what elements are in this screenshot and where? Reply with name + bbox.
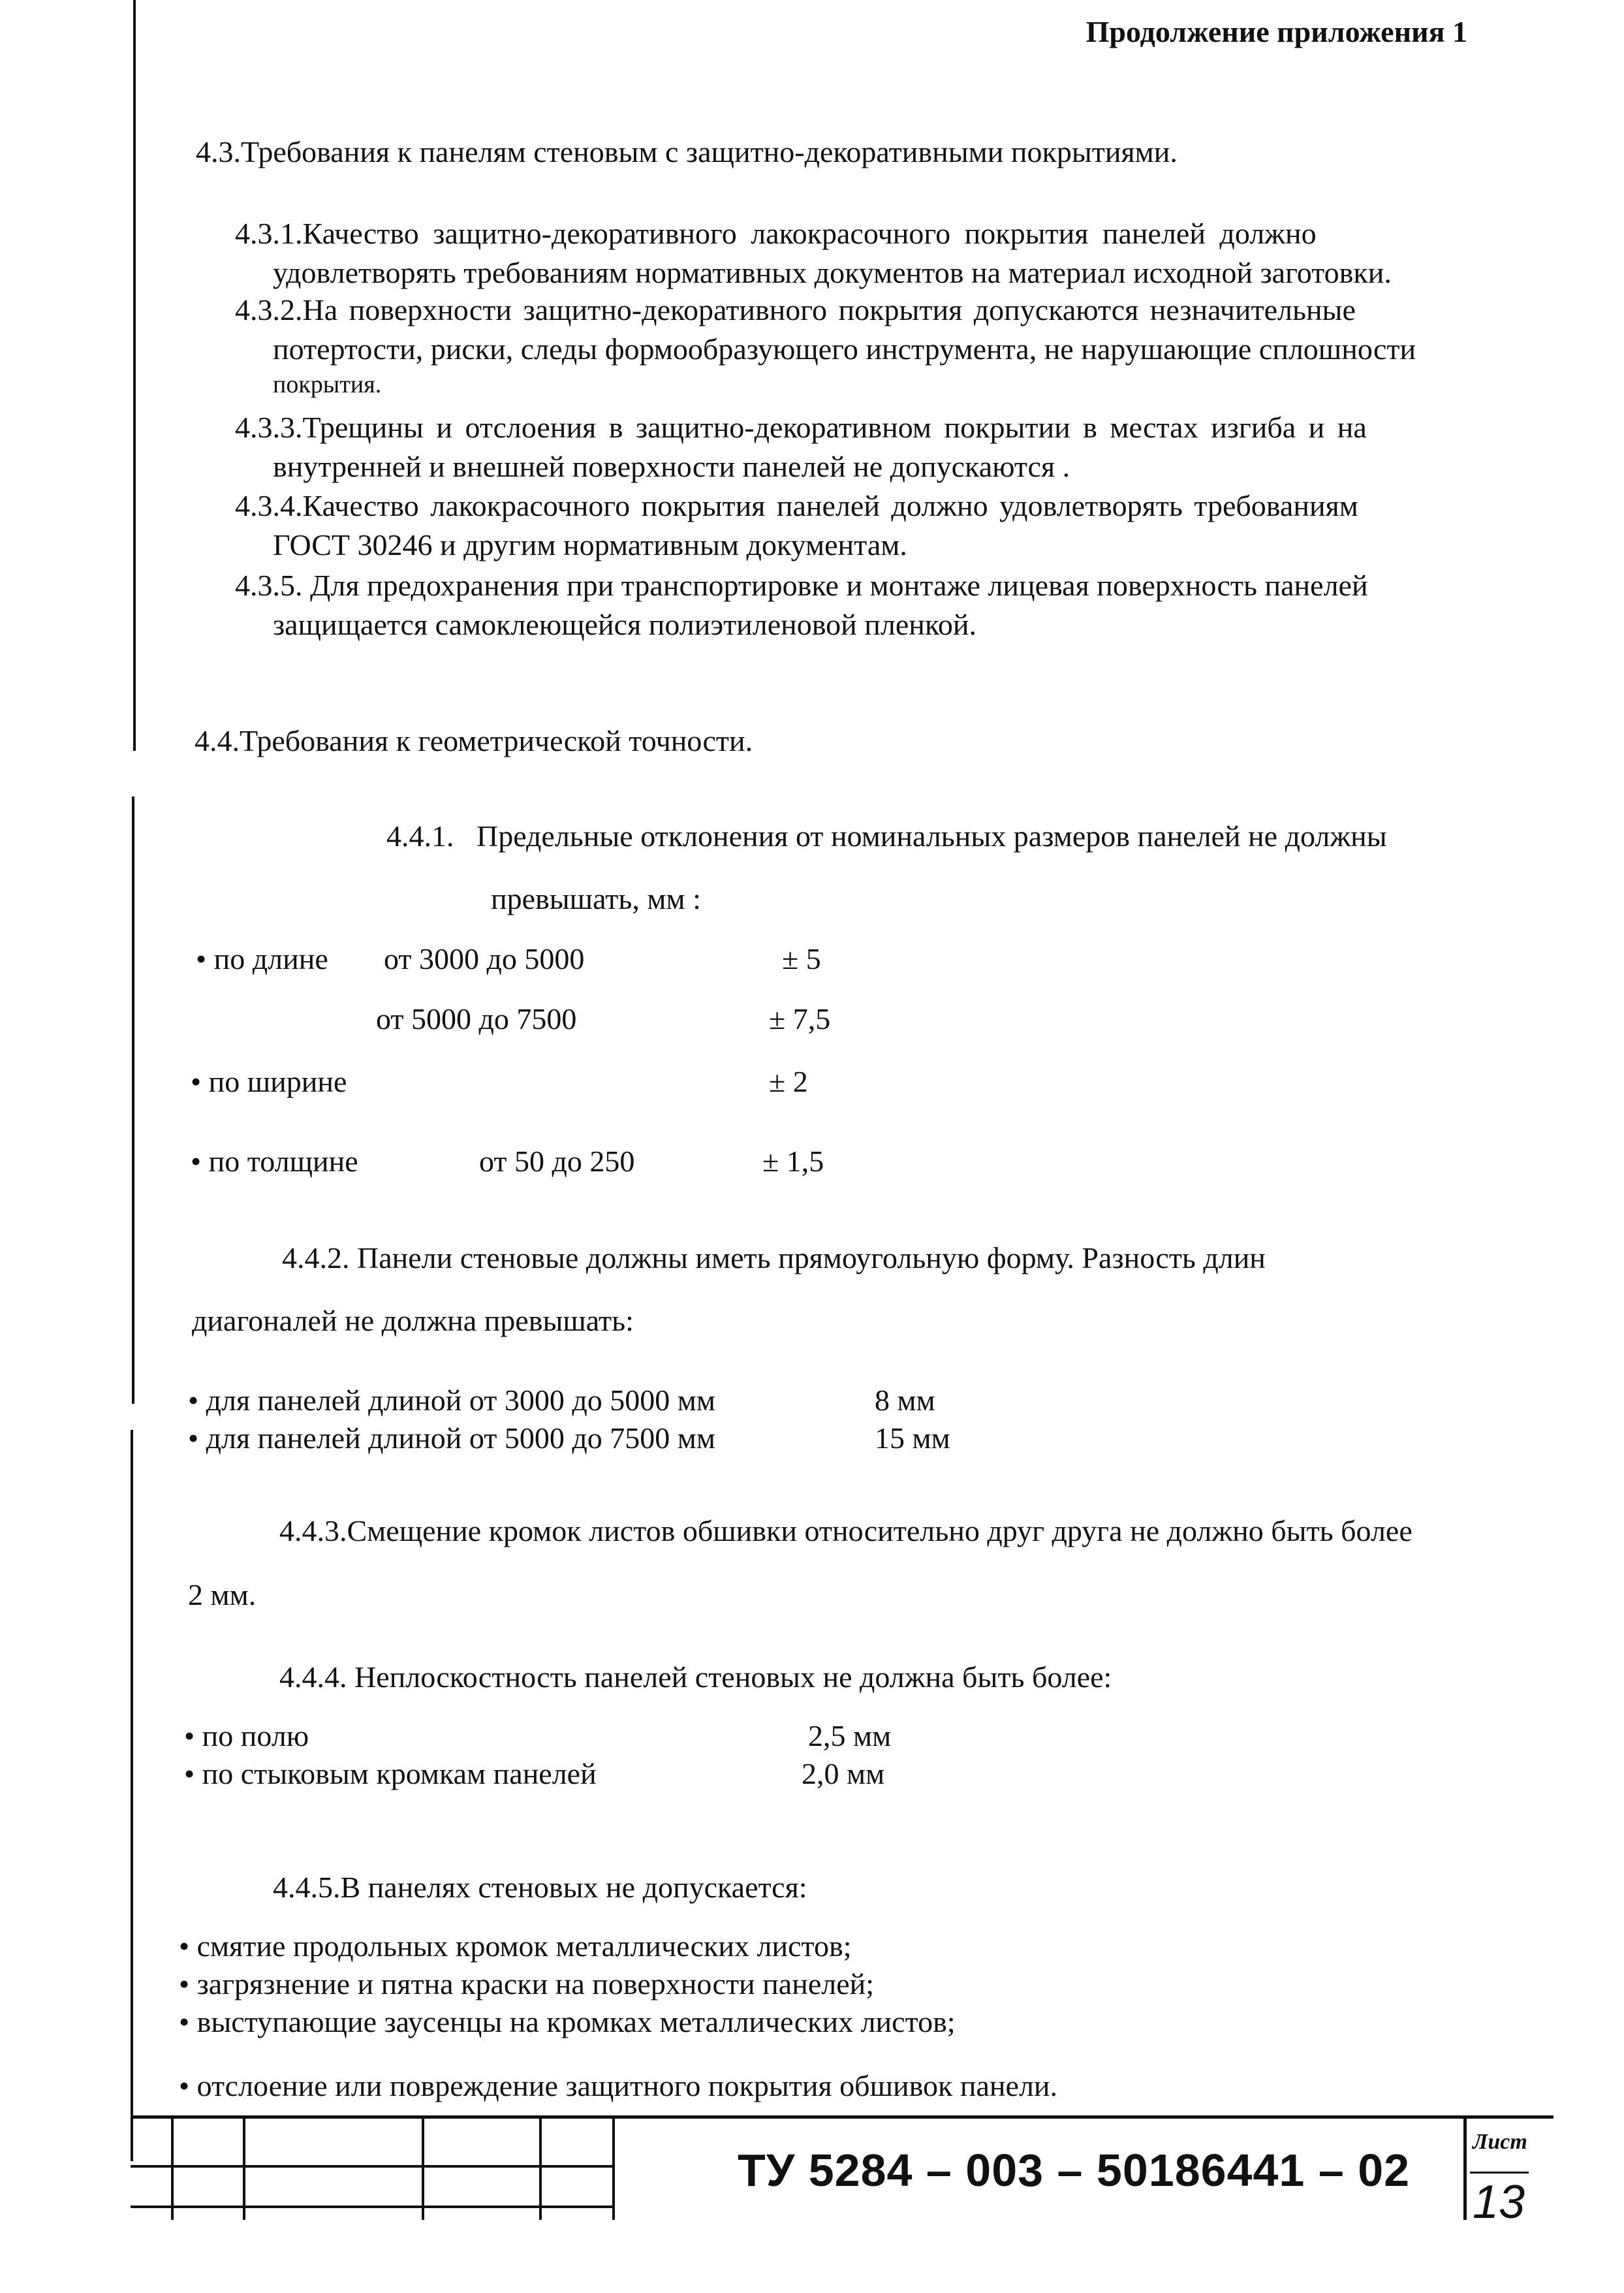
para-4-4-3-line2: 2 мм. <box>188 1578 257 1611</box>
defect-item-2: • загрязнение и пятна краски на поверхности панелей; <box>179 1967 875 2000</box>
sheet-number: 13 <box>1473 2176 1525 2228</box>
revision-col-line-3 <box>422 2115 424 2220</box>
tolerance-length-value-1: ± 5 <box>782 942 821 975</box>
tolerance-length-label: • по длине <box>196 942 328 975</box>
defect-item-4: • отслоение или повреждение защитного покрытия обшивок панели. <box>179 2069 1058 2102</box>
diagonal-item-1-value: 8 мм <box>875 1384 935 1417</box>
para-4-4-1-line2: превышать, мм : <box>491 882 701 915</box>
para-4-3-5-line2: защищается самоклеющейся полиэтиленовой пленкой. <box>273 608 977 641</box>
para-4-4-4-line1: 4.4.4. Неплоскостность панелей стеновых не должна быть более: <box>279 1660 1112 1694</box>
para-4-3-4-line2: ГОСТ 30246 и другим нормативным документам. <box>273 528 907 561</box>
para-4-3-2-line2: потертости, риски, следы формообразующего инструмента, не нарушающие сплошности <box>273 332 1416 366</box>
margin-line-middle <box>132 797 134 1404</box>
title-block-top-border <box>131 2115 1554 2119</box>
para-4-3-2-line3: покрытия. <box>273 371 382 398</box>
margin-line-top <box>133 0 136 751</box>
revision-col-line-2 <box>243 2115 245 2220</box>
diagonal-item-2-label: • для панелей длиной от 5000 до 7500 мм <box>188 1421 716 1455</box>
flatness-item-1-value: 2,5 мм <box>808 1719 892 1752</box>
margin-line-bottom <box>131 1430 133 2161</box>
para-4-3-4-line1: 4.3.4.Качество лакокрасочного покрытия панелей должно удовлетворять требованиям <box>235 489 1358 522</box>
para-4-4-3-line1: 4.4.3.Смещение кромок листов обшивки относительно друг друга не должно быть более <box>279 1514 1413 1547</box>
para-4-3-1-line1: 4.3.1.Качество защитно-декоративного лакокрасочного покрытия панелей должно <box>235 217 1317 250</box>
para-4-3-2-line1: 4.3.2.На поверхности защитно-декоративного покрытия допускаются незначительные <box>235 293 1356 326</box>
tolerance-thickness-value: ± 1,5 <box>762 1145 824 1178</box>
para-4-3-5-line1: 4.3.5. Для предохранения при транспортировке и монтаже лицевая поверхность панелей <box>235 569 1368 602</box>
page-header: Продолжение приложения 1 <box>1085 15 1467 48</box>
section-4-3-title: 4.3.Требования к панелям стеновым с защитно-декоративными покрытиями. <box>196 135 1178 168</box>
tolerance-thickness-label: • по толщине <box>191 1145 358 1178</box>
section-4-4-title: 4.4.Требования к геометрической точности. <box>195 724 753 757</box>
diagonal-item-2-value: 15 мм <box>875 1421 950 1455</box>
revision-col-line-1 <box>171 2115 174 2220</box>
para-4-4-5-line1: 4.4.5.В панелях стеновых не допускается: <box>273 1871 807 1904</box>
revision-col-line-4 <box>539 2115 542 2220</box>
flatness-item-2-value: 2,0 мм <box>802 1757 885 1790</box>
sheet-cell-left-border <box>1463 2115 1467 2220</box>
flatness-item-2-label: • по стыковым кромкам панелей <box>184 1757 597 1790</box>
tolerance-width-value: ± 2 <box>769 1065 808 1098</box>
tolerance-thickness-range: от 50 до 250 <box>479 1145 635 1178</box>
flatness-item-1-label: • по полю <box>184 1719 309 1752</box>
tolerance-length-range-1: от 3000 до 5000 <box>384 942 585 975</box>
sheet-cell-divider <box>1470 2172 1529 2174</box>
para-4-3-1-line2: удовлетворять требованиям нормативных документов на материал исходной заготовки. <box>273 256 1392 289</box>
para-4-4-2-line1: 4.4.2. Панели стеновые должны иметь прямоугольную форму. Разность длин <box>282 1241 1266 1274</box>
defect-item-1: • смятие продольных кромок металлических листов; <box>179 1929 852 1963</box>
tolerance-width-label: • по ширине <box>191 1065 347 1098</box>
document-code: ТУ 5284 – 003 – 50186441 – 02 <box>738 2145 1411 2196</box>
defect-item-3: • выступающие заусенцы на кромках металлических листов; <box>179 2005 956 2038</box>
tolerance-length-range-2: от 5000 до 7500 <box>376 1002 577 1036</box>
tolerance-length-value-2: ± 7,5 <box>769 1002 831 1036</box>
sheet-label: Лист <box>1473 2130 1527 2154</box>
para-4-3-3-line1: 4.3.3.Трещины и отслоения в защитно-декоративном покрытии в местах изгиба и на <box>235 411 1367 444</box>
para-4-3-3-line2: внутренней и внешней поверхности панелей не допускаются . <box>273 450 1070 483</box>
diagonal-item-1-label: • для панелей длиной от 3000 до 5000 мм <box>188 1384 716 1417</box>
para-4-4-1-line1: 4.4.1. Предельные отклонения от номинальных размеров панелей не должны <box>386 819 1387 853</box>
para-4-4-2-line2: диагоналей не должна превышать: <box>192 1304 634 1337</box>
revision-col-line-5 <box>612 2115 615 2220</box>
